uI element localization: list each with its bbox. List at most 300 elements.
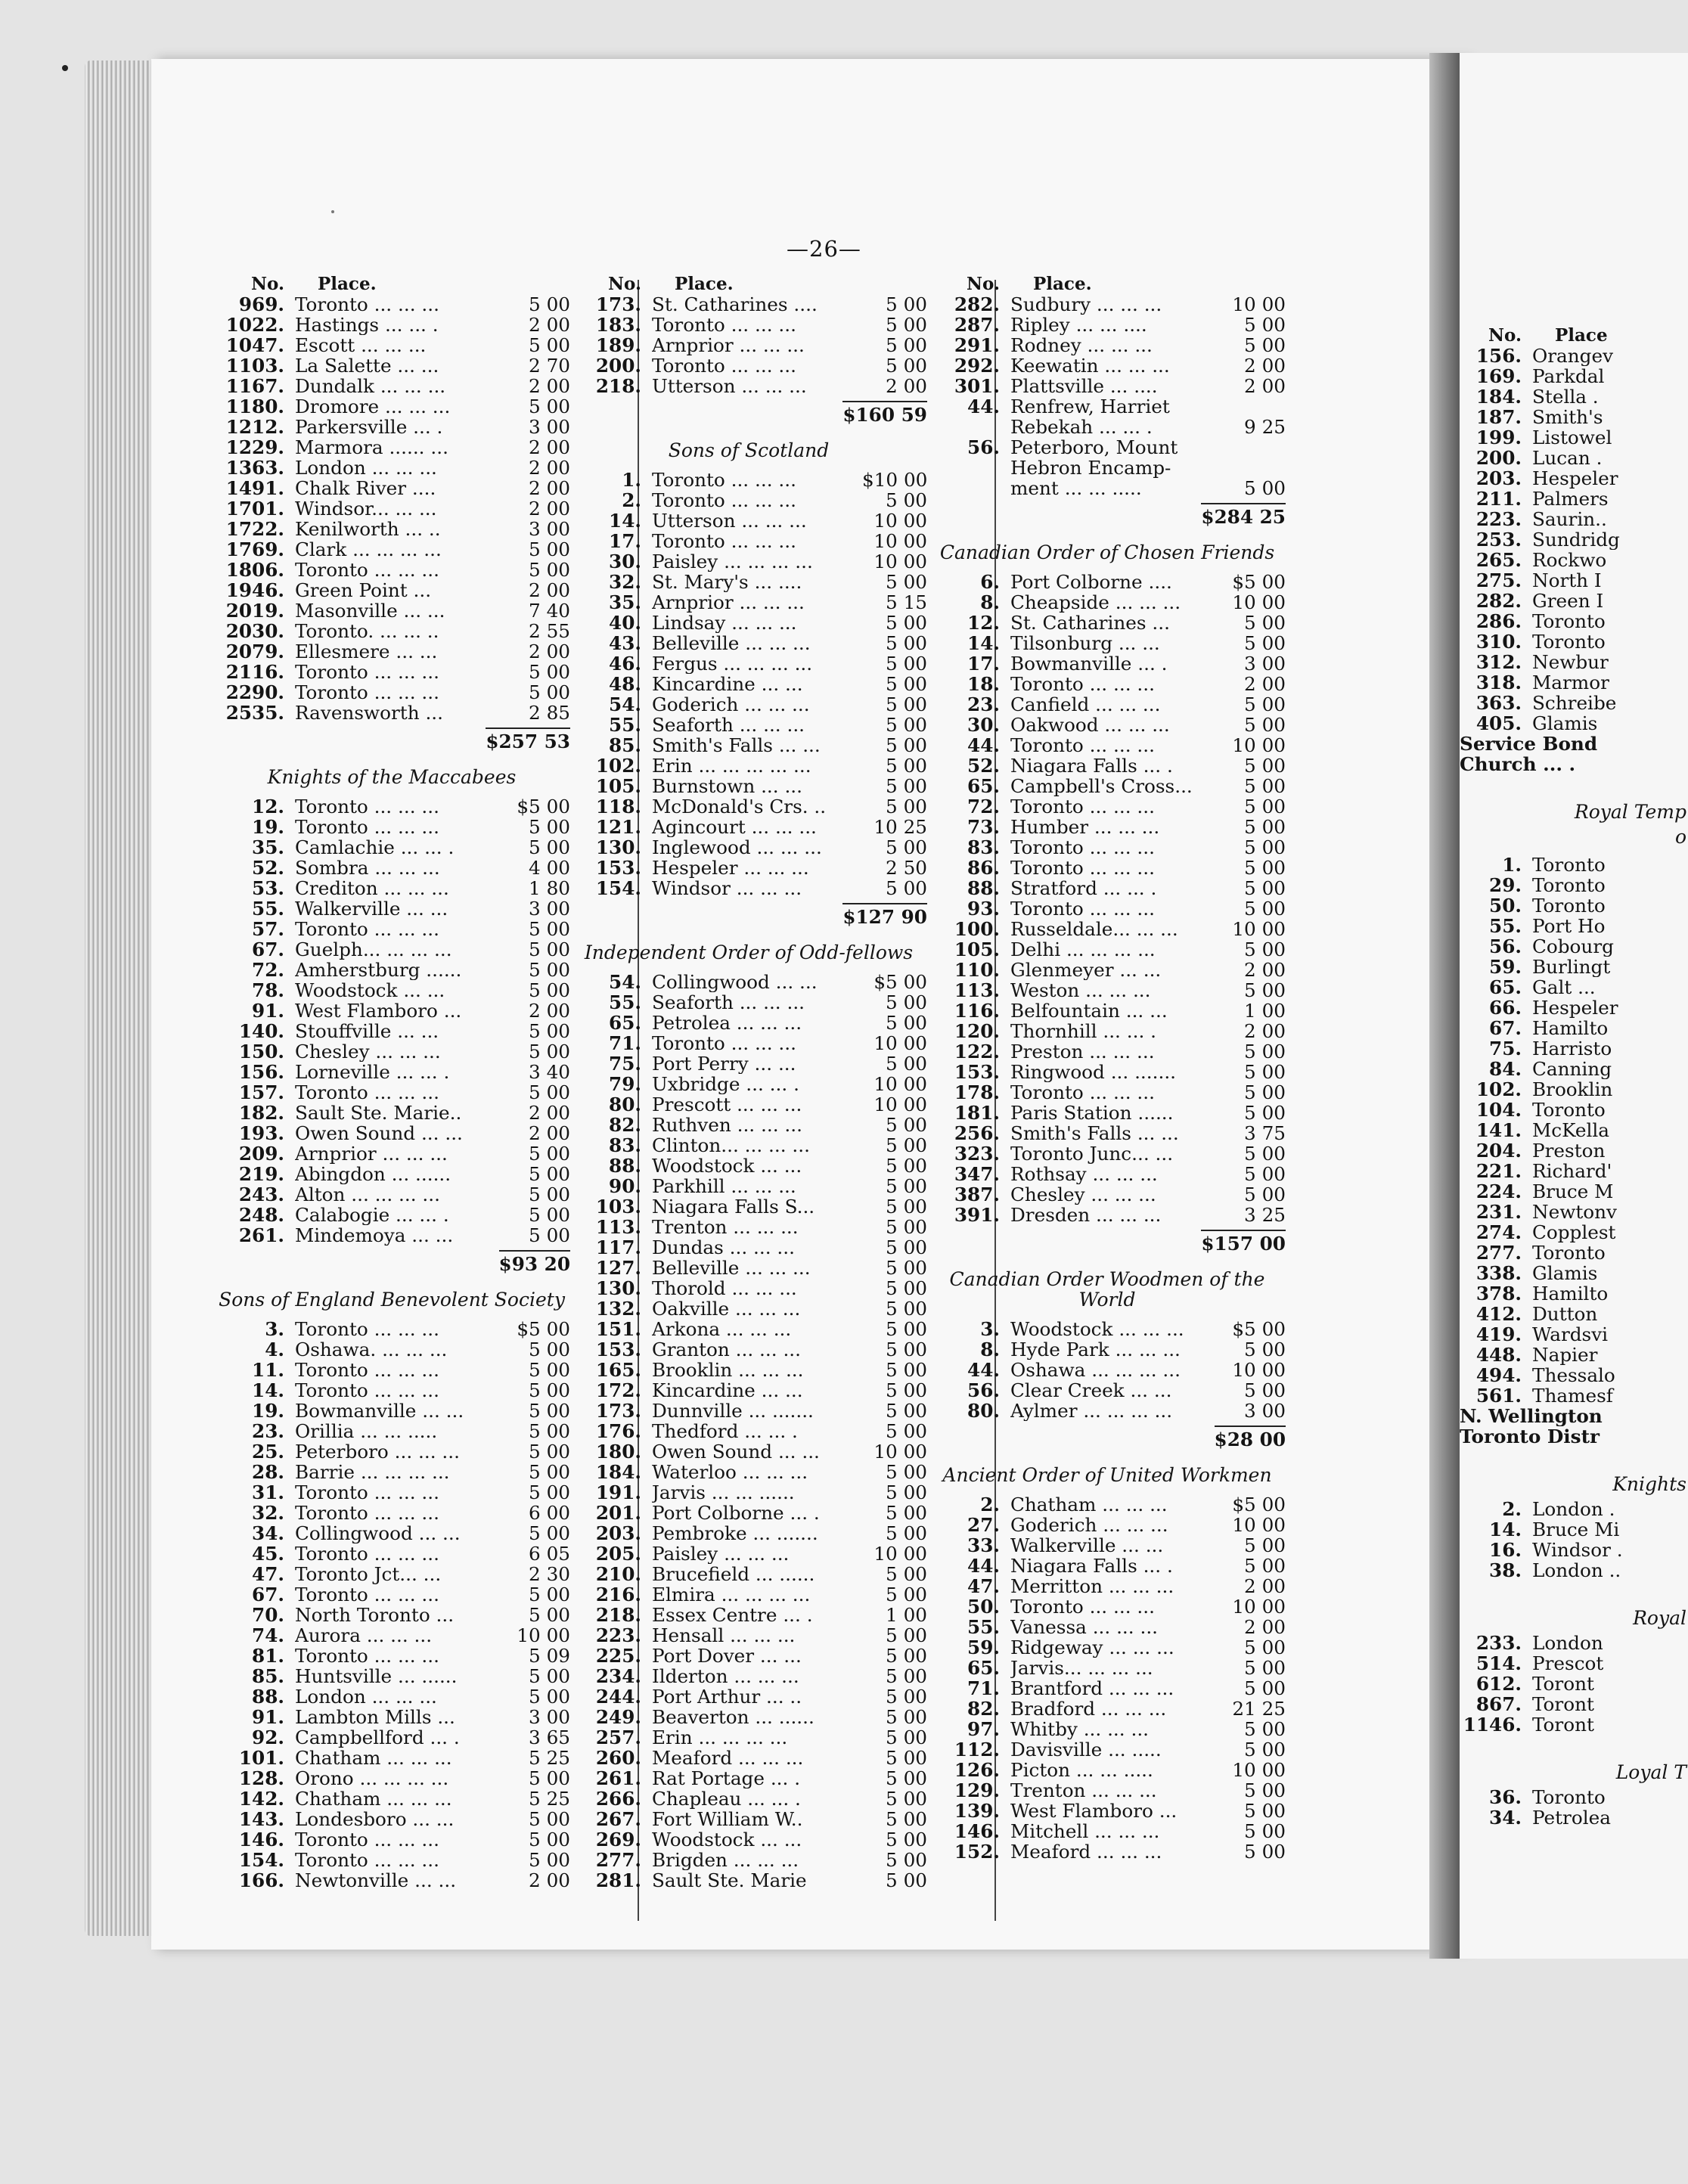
section-total xyxy=(213,727,570,750)
list-item xyxy=(1460,407,1688,427)
entry-number xyxy=(929,478,1010,498)
list-item xyxy=(1460,1038,1688,1059)
entry-place: Thessalo xyxy=(1532,1365,1615,1385)
entry-place: Peterboro ... ... ... xyxy=(295,1441,460,1462)
list-item xyxy=(570,837,927,858)
entry-number: 65. xyxy=(967,775,1000,797)
entry-place: Campbell's Cross... xyxy=(1010,776,1193,796)
entry-number: 57. xyxy=(252,918,284,940)
entry-number: 56. xyxy=(967,1379,1000,1401)
list-item xyxy=(213,1543,570,1564)
list-item xyxy=(1460,1385,1688,1406)
list-item xyxy=(213,1360,570,1380)
list-item xyxy=(1460,1242,1688,1263)
entry-number: 83. xyxy=(609,1134,641,1156)
entry-number: 47. xyxy=(967,1575,1000,1597)
entry-number: 86. xyxy=(967,857,1000,879)
entry-place: Lorneville ... ... . xyxy=(295,1062,450,1082)
entry-amount: 5 00 xyxy=(886,1584,927,1605)
list-item xyxy=(929,674,1286,694)
entry-number: 266. xyxy=(595,1788,641,1810)
list-item xyxy=(570,1666,927,1686)
entry-place: Listowel xyxy=(1532,427,1612,448)
entry-number: 126. xyxy=(954,1759,1000,1781)
entry-number: 181. xyxy=(954,1102,1000,1124)
entry-amount: $5 00 xyxy=(873,971,927,993)
entry-place: West Flamboro ... xyxy=(295,1000,462,1021)
entry-number: 153. xyxy=(954,1061,1000,1083)
entry-place: Burlingt xyxy=(1532,957,1611,977)
entry-place: Cobourg xyxy=(1532,936,1614,957)
entry-amount: 10 00 xyxy=(873,1073,927,1095)
entry-place: Windsor . xyxy=(1532,1540,1623,1560)
entry-number: 1022. xyxy=(225,314,284,336)
list-item xyxy=(1460,631,1688,652)
entry-number: 43. xyxy=(609,632,641,654)
entry-number: 199. xyxy=(1475,427,1522,448)
entry-amount: 5 00 xyxy=(529,1204,570,1226)
entry-number: 152. xyxy=(954,1841,1000,1863)
section-total xyxy=(929,503,1286,526)
list-item xyxy=(570,1564,927,1584)
entry-place: London ... ... ... xyxy=(295,1686,437,1707)
list-item xyxy=(213,437,570,458)
entry-place: Campbellford ... . xyxy=(295,1727,460,1748)
entry-place: Chapleau ... ... . xyxy=(652,1788,801,1809)
list-item xyxy=(570,694,927,715)
entry-number: 50. xyxy=(1489,895,1522,917)
list-item xyxy=(1460,1560,1688,1581)
entry-amount: 5 00 xyxy=(1244,1636,1286,1658)
section-title: Ancient Order of United Workmen xyxy=(942,1464,1272,1486)
list-item xyxy=(929,715,1286,735)
entry-amount: 5 00 xyxy=(1244,1718,1286,1740)
list-item xyxy=(570,1768,927,1788)
entry-number: 103. xyxy=(595,1196,641,1218)
entry-amount: 5 00 xyxy=(529,538,570,560)
entry-number: 81. xyxy=(252,1645,284,1667)
entry-place: Oshawa ... ... ... ... xyxy=(1010,1360,1181,1380)
entry-place: Rodney ... ... ... xyxy=(1010,335,1153,355)
entry-number: 338. xyxy=(1475,1262,1522,1284)
entry-place: Woodstock ... ... ... xyxy=(1010,1319,1184,1339)
entry-number: 150. xyxy=(238,1041,284,1063)
list-item xyxy=(929,837,1286,858)
entry-place: St. Mary's ... .... xyxy=(652,572,802,592)
list-item xyxy=(929,1678,1286,1698)
entry-amount: 2 00 xyxy=(529,314,570,336)
entry-place: Glamis xyxy=(1532,1263,1598,1283)
entry-place: Toronto Jct... ... xyxy=(295,1564,442,1584)
entry-number: 2030. xyxy=(225,620,284,642)
list-item xyxy=(213,1523,570,1543)
entry-amount: 5 00 xyxy=(1244,612,1286,634)
list-item xyxy=(570,551,927,572)
column-header xyxy=(213,274,570,294)
entry-place: Richard' xyxy=(1532,1161,1612,1181)
entry-amount: 5 00 xyxy=(529,1481,570,1503)
entry-place: Paisley ... ... ... ... xyxy=(652,551,813,572)
list-item xyxy=(570,1339,927,1360)
entry-amount: 5 00 xyxy=(886,1461,927,1483)
entry-amount: 5 00 xyxy=(529,1461,570,1483)
entry-place: Marmor xyxy=(1532,672,1609,693)
list-item xyxy=(213,1441,570,1462)
list-item xyxy=(570,1217,927,1237)
entry-place: Marmora ...... ... xyxy=(295,437,448,458)
entry-number: 67. xyxy=(252,938,284,960)
section-title: Sons of Scotland xyxy=(668,439,830,461)
list-item xyxy=(213,1625,570,1646)
entry-amount: 6 05 xyxy=(529,1543,570,1565)
entry-amount: 3 25 xyxy=(1244,1204,1286,1226)
entry-number: 265. xyxy=(1475,549,1522,571)
section-title: Royal xyxy=(1633,1607,1686,1629)
entry-amount: 5 09 xyxy=(529,1645,570,1667)
list-item xyxy=(570,1482,927,1503)
list-item xyxy=(1460,509,1688,529)
entry-number: 169. xyxy=(1475,365,1522,387)
list-item xyxy=(213,980,570,1000)
entry-place: Bruce M xyxy=(1532,1181,1614,1202)
entry-place: Sault Ste. Marie xyxy=(652,1870,807,1891)
entry-amount: 5 00 xyxy=(886,1379,927,1401)
entry-place: Toronto xyxy=(1532,855,1606,875)
entry-place: Toronto xyxy=(1532,1787,1606,1807)
entry-amount: 2 00 xyxy=(529,375,570,397)
entry-number: 387. xyxy=(954,1184,1000,1205)
list-item xyxy=(570,1258,927,1278)
entry-amount: 5 00 xyxy=(529,1767,570,1789)
list-item xyxy=(570,1686,927,1707)
list-item xyxy=(929,376,1286,396)
section-total-value: $160 59 xyxy=(842,401,927,427)
entry-amount: 5 00 xyxy=(529,979,570,1001)
entry-number: 193. xyxy=(238,1122,284,1144)
entry-amount: 5 00 xyxy=(1244,877,1286,899)
entry-place: Clinton... ... ... ... xyxy=(652,1135,810,1156)
entry-place: Goderich ... ... ... xyxy=(1010,1515,1168,1535)
entry-place: Aurora ... ... ... xyxy=(295,1625,433,1646)
entry-place: Fort William W.. xyxy=(652,1809,803,1829)
entry-amount: 3 00 xyxy=(529,416,570,438)
list-item xyxy=(570,1421,927,1441)
entry-number: 223. xyxy=(1475,508,1522,530)
entry-number: 128. xyxy=(238,1767,284,1789)
list-item xyxy=(1460,1426,1688,1447)
list-item xyxy=(213,1462,570,1482)
entry-amount: 2 00 xyxy=(529,1122,570,1144)
book-page-edges xyxy=(85,60,160,1936)
list-item xyxy=(1460,1202,1688,1222)
entry-number: 156. xyxy=(1475,345,1522,367)
entry-place: Chesley ... ... ... xyxy=(1010,1184,1156,1205)
entry-number: 88. xyxy=(967,877,1000,899)
list-item xyxy=(570,1870,927,1891)
list-item xyxy=(1460,754,1688,774)
entry-amount: 5 00 xyxy=(529,959,570,981)
entry-place: Oshawa. ... ... ... xyxy=(295,1339,448,1360)
list-item xyxy=(1460,1787,1688,1807)
entry-amount: 5 00 xyxy=(886,1175,927,1197)
entry-place: Dresden ... ... ... xyxy=(1010,1205,1162,1225)
entry-place: Brigden ... ... ... xyxy=(652,1850,799,1870)
section-total xyxy=(213,1250,570,1273)
entry-number: 277. xyxy=(595,1849,641,1871)
entry-amount: 5 00 xyxy=(886,836,927,858)
list-item xyxy=(213,878,570,898)
entry-amount xyxy=(1221,437,1286,458)
entry-number: 189. xyxy=(595,334,641,356)
entry-place: Alton ... ... ... ... xyxy=(295,1184,440,1205)
list-item xyxy=(929,1637,1286,1658)
entry-number: 156. xyxy=(238,1061,284,1083)
entry-place: Toronto xyxy=(1532,611,1606,631)
entry-number: 129. xyxy=(954,1779,1000,1801)
entry-place: Vanessa ... ... ... xyxy=(1010,1617,1159,1637)
list-item xyxy=(929,980,1286,1000)
entry-number: 12. xyxy=(967,612,1000,634)
entry-place: Toronto ... ... ... xyxy=(652,355,796,376)
entry-amount: 3 00 xyxy=(529,898,570,920)
entry-place: Hespeler xyxy=(1532,997,1618,1018)
entry-number: 275. xyxy=(1475,569,1522,591)
header-place: Place. xyxy=(1033,274,1092,294)
entry-number: 287. xyxy=(954,314,1000,336)
entry-number: 47. xyxy=(252,1563,284,1585)
entry-amount: 10 00 xyxy=(1232,734,1286,756)
entry-amount: 5 00 xyxy=(886,612,927,634)
list-item xyxy=(929,1617,1286,1637)
entry-amount: 5 00 xyxy=(529,1400,570,1422)
entry-number: 121. xyxy=(595,816,641,838)
entry-place: North Toronto ... xyxy=(295,1605,455,1625)
entry-amount: 5 00 xyxy=(529,1020,570,1042)
entry-place: Crediton ... ... ... xyxy=(295,878,449,898)
list-column-3 xyxy=(929,274,1286,1862)
entry-number: 48. xyxy=(609,673,641,695)
list-item xyxy=(213,703,570,723)
entry-number: 90. xyxy=(609,1175,641,1197)
right-page-column xyxy=(1460,325,1688,1828)
list-item xyxy=(213,898,570,919)
list-item xyxy=(570,1380,927,1401)
entry-amount: 3 40 xyxy=(529,1061,570,1083)
entry-amount: 5 00 xyxy=(886,1767,927,1789)
list-item xyxy=(570,1441,927,1462)
entry-place: Prescot xyxy=(1532,1653,1604,1674)
section-title: Independent Order of Odd-fellows xyxy=(584,942,914,963)
entry-amount: 5 00 xyxy=(1244,836,1286,858)
entry-place: Belleville ... ... ... xyxy=(652,633,811,653)
entry-amount: 5 00 xyxy=(1244,1779,1286,1801)
entry-place: Newtonville ... ... xyxy=(295,1870,457,1891)
entry-number: 120. xyxy=(954,1020,1000,1042)
entry-place: Renfrew, Harriet xyxy=(1010,396,1170,417)
entry-amount: 5 00 xyxy=(529,918,570,940)
entry-amount: 5 00 xyxy=(886,775,927,797)
entry-amount: 5 00 xyxy=(1244,755,1286,777)
entry-number: 249. xyxy=(595,1706,641,1728)
entry-amount: 5 00 xyxy=(529,1379,570,1401)
entry-place: Bowmanville ... ... xyxy=(295,1401,464,1421)
entry-number: 318. xyxy=(1475,672,1522,693)
list-item xyxy=(929,1494,1286,1515)
list-item xyxy=(570,1074,927,1094)
entry-place: Palmers xyxy=(1532,489,1609,509)
entry-place: Toronto xyxy=(1532,1100,1606,1120)
entry-amount: 5 00 xyxy=(529,1829,570,1851)
entry-number: 59. xyxy=(967,1636,1000,1658)
list-item xyxy=(570,1503,927,1523)
entry-number: 14. xyxy=(252,1379,284,1401)
list-item xyxy=(1460,855,1688,875)
entry-place: Toronto ... ... ... xyxy=(295,682,439,703)
entry-amount: 10 00 xyxy=(873,551,927,572)
entry-number: 12. xyxy=(252,796,284,817)
list-item xyxy=(929,735,1286,755)
entry-number: 17. xyxy=(967,653,1000,675)
list-item xyxy=(1460,734,1688,754)
entry-number: 1180. xyxy=(225,396,284,417)
entry-number: 561. xyxy=(1475,1385,1522,1407)
list-item xyxy=(213,600,570,621)
header-no: No. xyxy=(967,274,1000,294)
entry-number: 153. xyxy=(595,1339,641,1360)
list-item xyxy=(929,1041,1286,1062)
entry-number: 16. xyxy=(1489,1539,1522,1561)
list-item xyxy=(213,1605,570,1625)
entry-place: Burnstown ... ... xyxy=(652,776,803,796)
entry-number: 79. xyxy=(609,1073,641,1095)
entry-place: Newtonv xyxy=(1532,1202,1617,1222)
list-item xyxy=(1460,1674,1688,1694)
list-item xyxy=(570,653,927,674)
list-item xyxy=(570,355,927,376)
entry-amount: 10 00 xyxy=(1232,1514,1286,1536)
entry-place: Toronto ... ... ... xyxy=(295,1646,439,1666)
list-item xyxy=(929,919,1286,939)
entry-number: 113. xyxy=(595,1216,641,1238)
entry-place: Orono ... ... ... ... xyxy=(295,1768,449,1788)
section-title: Knights of the Maccabees xyxy=(267,766,517,788)
entry-number: 203. xyxy=(595,1522,641,1544)
entry-amount: 5 00 xyxy=(1244,632,1286,654)
entry-number: 184. xyxy=(595,1461,641,1483)
entry-number: 14. xyxy=(609,510,641,532)
list-item xyxy=(213,396,570,417)
entry-number: 78. xyxy=(252,979,284,1001)
entry-amount: 5 00 xyxy=(886,877,927,899)
entry-amount: 5 00 xyxy=(529,1359,570,1381)
entry-place: Chesley ... ... ... xyxy=(295,1041,441,1062)
entry-amount: 5 00 xyxy=(886,755,927,777)
list-item xyxy=(929,335,1286,355)
list-item xyxy=(570,1727,927,1748)
entry-place: Essex Centre ... . xyxy=(652,1605,813,1625)
list-item xyxy=(570,1625,927,1646)
list-item xyxy=(213,580,570,600)
entry-amount: 5 00 xyxy=(529,1143,570,1165)
entry-amount: 2 70 xyxy=(529,355,570,377)
entry-amount: 2 00 xyxy=(529,1000,570,1022)
entry-amount: 5 00 xyxy=(886,734,927,756)
entry-place: Toronto ... ... ... xyxy=(1010,674,1155,694)
list-item xyxy=(929,1082,1286,1103)
entry-amount: 5 00 xyxy=(1244,1061,1286,1083)
entry-number: 405. xyxy=(1475,712,1522,734)
list-item xyxy=(570,1543,927,1564)
list-item xyxy=(1460,1018,1688,1038)
list-item xyxy=(570,858,927,878)
entry-number: 52. xyxy=(967,755,1000,777)
list-item xyxy=(213,919,570,939)
list-item xyxy=(929,1380,1286,1401)
entry-place: Collingwood ... ... xyxy=(652,972,818,992)
entry-place: Brucefield ... ...... xyxy=(652,1564,815,1584)
entry-amount: 5 00 xyxy=(1244,1841,1286,1863)
list-item xyxy=(929,694,1286,715)
entry-number: 85. xyxy=(252,1665,284,1687)
entry-amount: 5 00 xyxy=(886,1420,927,1442)
list-column-1 xyxy=(213,274,570,1891)
list-item xyxy=(570,376,927,396)
entry-place: Delhi ... ... ... ... xyxy=(1010,939,1156,960)
entry-place: Owen Sound ... ... xyxy=(295,1123,463,1143)
entry-place: Schreibe xyxy=(1532,693,1617,713)
entry-number: 11. xyxy=(252,1359,284,1381)
entry-place: Canfield ... ... ... xyxy=(1010,694,1161,715)
entry-number: 301. xyxy=(954,375,1000,397)
list-item xyxy=(929,1556,1286,1576)
list-item xyxy=(1460,1079,1688,1100)
entry-number: 127. xyxy=(595,1257,641,1279)
entry-number: 244. xyxy=(595,1686,641,1708)
entry-number: 82. xyxy=(609,1114,641,1136)
entry-number: 1212. xyxy=(225,416,284,438)
entry-amount: 5 00 xyxy=(529,293,570,315)
entry-place: Arnprior ... ... ... xyxy=(652,335,805,355)
entry-number: 23. xyxy=(252,1420,284,1442)
list-item xyxy=(929,1339,1286,1360)
list-item xyxy=(929,1535,1286,1556)
entry-number: 391. xyxy=(954,1204,1000,1226)
list-item xyxy=(570,1094,927,1115)
list-item xyxy=(929,878,1286,898)
list-item xyxy=(570,470,927,490)
entry-number: 153. xyxy=(595,857,641,879)
entry-place: Ravensworth ... xyxy=(295,703,444,723)
entry-place: Utterson ... ... ... xyxy=(652,510,807,531)
entry-number: 274. xyxy=(1475,1221,1522,1243)
entry-number: 201. xyxy=(595,1502,641,1524)
list-item xyxy=(213,1421,570,1441)
list-item xyxy=(1460,550,1688,570)
section-total xyxy=(929,1230,1286,1255)
entry-number: 2. xyxy=(1502,1498,1522,1520)
entry-place: Port Arthur ... .. xyxy=(652,1686,802,1707)
list-item xyxy=(1460,1222,1688,1242)
entry-amount: 5 00 xyxy=(529,661,570,683)
entry-amount: 4 00 xyxy=(529,857,570,879)
entry-number: 122. xyxy=(954,1041,1000,1063)
entry-number: 91. xyxy=(252,1706,284,1728)
entry-place: Arnprior ... ... ... xyxy=(295,1143,448,1164)
entry-place: Toronto ... ... ... xyxy=(1010,1082,1155,1103)
list-item xyxy=(1460,427,1688,448)
entry-number xyxy=(929,458,1010,478)
entry-place: Plattsville ... .... xyxy=(1010,376,1158,396)
